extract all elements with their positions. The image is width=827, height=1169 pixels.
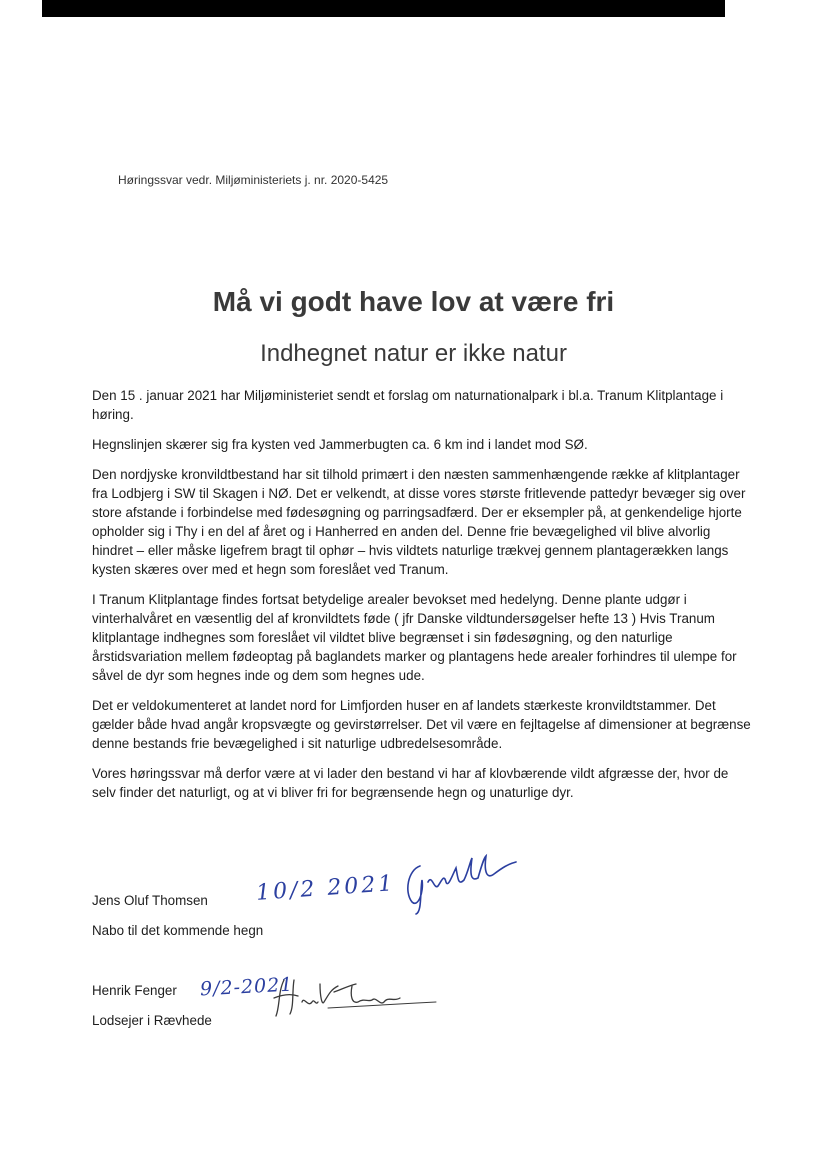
paragraph-5: Det er veldokumenteret at landet nord for Limfjorden huser en af landets stærkeste kronvildtstammer. Det gælder både hvad angår kropsvægte og gevirstørrelser. Det vil være en fejltagelse af dimensioner at begrænse denne bestands frie bevægelighed i sit naturlige udbredelsesområde. bbox=[92, 698, 751, 751]
paragraph-4: I Tranum Klitplantage findes fortsat betydelige arealer bevokset med hedelyng. Denne plante udgør i vinterhalvåret en væsentlig del af kronvildtets føde ( jfr Danske vildtundersøgelser hefte 13 ) Hvis Tranum klitplantage indhegnes som foreslået vil vildtet blive begrænset i sin fødesøgning, og den naturlige årstidsvariation mellem fødeoptag på baglandets marker og plantagens hede arealer forhindres til ulempe for såvel de dyr som hegnes inde og dem som hegnes ude. bbox=[92, 592, 737, 683]
paragraph-3: Den nordjyske kronvildtbestand har sit tilhold primært i den næsten sammenhængende række af klitplantager fra Lodbjerg i SW til Skagen i NØ. Det er velkendt, at disse vores største fritlevende pattedyr bevæger sig over store afstande i forbindelse med fødesøgning og parringsadfærd. Der er eksempler på, at genkendelige hjorte opholder sig i Thy i en del af året og i Hanherred en anden del. Denne frie bevægelighed vil blive alvorlig hindret – eller måske ligefrem bragt til ophør – hvis vildtets naturlige trækvej gennem plantagerækken langs kysten skæres over med et hegn som foreslået ved Tranum. bbox=[92, 467, 746, 577]
paragraph-2: Hegnslinjen skærer sig fra kysten ved Jammerbugten ca. 6 km ind i landet mod SØ. bbox=[92, 437, 588, 452]
signer-1-signature bbox=[398, 852, 528, 916]
scan-top-border bbox=[42, 0, 725, 17]
paragraph-6: Vores høringssvar må derfor være at vi lader den bestand vi har af klovbærende vildt afgræsse der, hvor de selv finder det naturligt, og at vi bliver fri for begrænsende hegn og unaturlige dyr. bbox=[92, 766, 729, 800]
paragraph-1: Den 15 . januar 2021 har Miljøministeriet sendt et forslag om naturnationalpark i bl.a. Tranum Klitplantage i høring. bbox=[92, 388, 724, 422]
signer-1-date: 10/2 2021 bbox=[255, 871, 397, 906]
document-title: Må vi godt have lov at være fri bbox=[212, 286, 615, 317]
signer-2-role: Lodsejer i Rævhede bbox=[92, 1013, 212, 1028]
signer-1-name: Jens Oluf Thomsen bbox=[92, 893, 208, 908]
signer-1-role: Nabo til det kommende hegn bbox=[92, 923, 264, 938]
letter-body bbox=[92, 386, 752, 813]
signer-2-date: 9/2-2021 bbox=[199, 973, 294, 1001]
signer-2-signature bbox=[268, 972, 438, 1022]
document-subtitle: Indhegnet natur er ikke natur bbox=[260, 340, 567, 367]
reference-line: Høringssvar vedr. Miljøministeriets j. nr. 2020-5425 bbox=[118, 173, 389, 187]
signer-2-name: Henrik Fenger bbox=[92, 983, 177, 998]
